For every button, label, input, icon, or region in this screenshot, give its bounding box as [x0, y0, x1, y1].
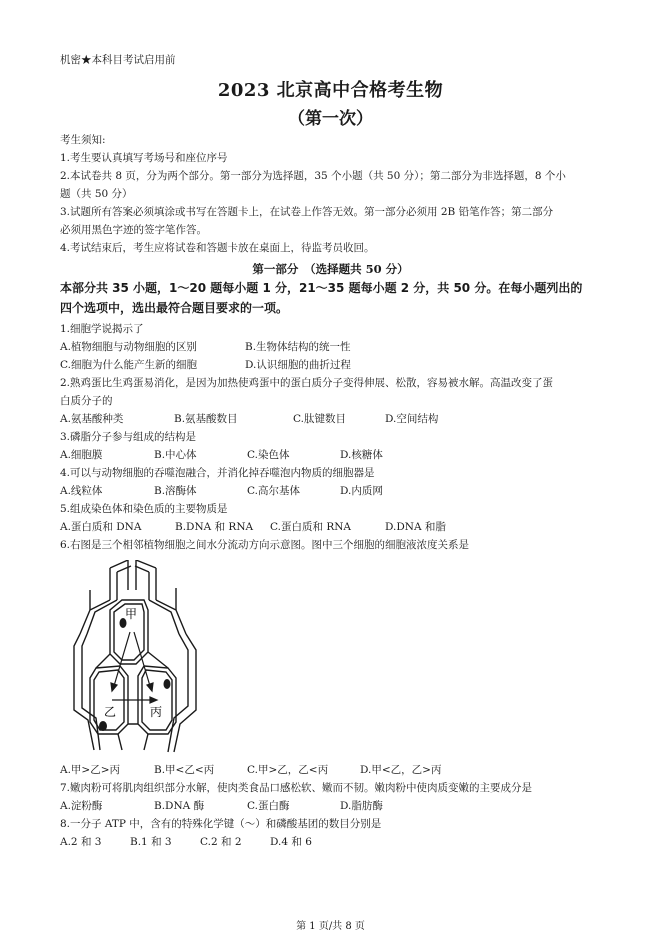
part1-instruction: 本部分共 35 小题，1～20 题每小题 1 分，21～35 题每小题 2 分，共 50 分。在每小题列出的 [60, 281, 583, 295]
option-d: D.内质网 [340, 485, 383, 497]
option-c: C.肽键数目 [293, 413, 346, 425]
option-b: B.溶酶体 [154, 485, 197, 497]
question-6-stem: 6.右图是三个相邻植物细胞之间水分流动方向示意图。图中三个细胞的细胞液浓度关系是 [60, 539, 470, 551]
option-b: B.甲<乙<丙 [154, 764, 215, 776]
notice-item: 必须用黑色字迹的签字笔作答。 [60, 224, 207, 236]
option-b: B.DNA 和 RNA [175, 521, 254, 533]
question-3-stem: 3.磷脂分子参与组成的结构是 [60, 431, 197, 443]
option-c: C.蛋白质和 RNA [270, 521, 352, 533]
option-c: C.蛋白酶 [247, 800, 290, 812]
option-a: A.线粒体 [60, 485, 103, 497]
question-2-stem: 2.熟鸡蛋比生鸡蛋易消化，是因为加热使鸡蛋中的蛋白质分子变得伸展、松散，容易被水解。高温改变了蛋 [60, 377, 554, 389]
notice-item: 3.试题所有答案必须填涂或书写在答题卡上，在试卷上作答无效。第一部分必须用 2B 铅笔作答；第二部分 [60, 206, 554, 218]
option-a: A.蛋白质和 DNA [60, 521, 142, 533]
option-d: D.脂肪酶 [340, 800, 383, 812]
cell-label-yi: 乙 [103, 705, 117, 719]
part1-instruction: 四个选项中，选出最符合题目要求的一项。 [60, 301, 289, 315]
option-a: A.甲>乙>丙 [60, 764, 121, 776]
question-5-stem: 5.组成染色体和染色质的主要物质是 [60, 503, 228, 515]
option-d: D.空间结构 [385, 413, 439, 425]
option-c: C.细胞为什么能产生新的细胞 [60, 359, 197, 371]
question-4-stem: 4.可以与动物细胞的吞噬泡融合，并消化掉吞噬泡内物质的细胞器是 [60, 467, 375, 479]
page-number: 第 1 页/共 8 页 [296, 921, 365, 932]
question-8-stem: 8.一分子 ATP 中，含有的特殊化学键（～）和磷酸基团的数目分别是 [60, 818, 382, 830]
option-c: C.染色体 [247, 449, 290, 461]
option-c: C.2 和 2 [200, 836, 242, 848]
option-c: C.高尔基体 [247, 485, 300, 497]
option-d: D.甲<乙，乙>丙 [360, 764, 442, 776]
option-a: A.氨基酸种类 [60, 413, 124, 425]
notice-heading: 考生须知: [60, 134, 106, 146]
cell-label-bing: 丙 [149, 705, 163, 719]
option-d: D.4 和 6 [270, 836, 312, 848]
question-2-stem-cont: 白质分子的 [60, 395, 113, 407]
option-a: A.细胞膜 [60, 449, 103, 461]
notice-item: 2.本试卷共 8 页，分为两个部分。第一部分为选择题，35 个小题（共 50 分）；第二部分为非选择题，8 个小 [60, 170, 566, 182]
question-7-stem: 7.嫩肉粉可将肌肉组织部分水解，使肉类食品口感松软、嫩而不韧。嫩肉粉中使肉质变嫩的主要成分是 [60, 782, 533, 794]
option-a: A.淀粉酶 [60, 800, 103, 812]
option-b: B.1 和 3 [130, 836, 172, 848]
confidential-label: 机密★本科目考试启用前 [60, 54, 176, 66]
notice-item: 题（共 50 分） [60, 188, 133, 200]
option-b: B.中心体 [154, 449, 197, 461]
option-c: C.甲>乙，乙<丙 [247, 764, 329, 776]
notice-item: 4.考试结束后，考生应将试卷和答题卡放在桌面上，待监考员收回。 [60, 242, 375, 254]
question-1-stem: 1.细胞学说揭示了 [60, 323, 144, 335]
plant-cell-diagram [70, 560, 200, 760]
notice-item: 1.考生要认真填写考场号和座位序号 [60, 152, 228, 164]
exam-title: 2023 北京高中合格考生物 [217, 80, 444, 101]
option-a: A.2 和 3 [60, 836, 102, 848]
option-b: B.氨基酸数目 [174, 413, 238, 425]
option-d: D.核糖体 [340, 449, 383, 461]
part1-heading: 第一部分 （选择题共 50 分） [252, 262, 409, 276]
option-a: A.植物细胞与动物细胞的区别 [60, 341, 197, 353]
option-b: B.DNA 酶 [154, 800, 205, 812]
option-b: B.生物体结构的统一性 [245, 341, 351, 353]
exam-subtitle: （第一次） [288, 109, 373, 129]
option-d: D.认识细胞的曲折过程 [245, 359, 351, 371]
cell-label-jia: 甲 [124, 607, 138, 621]
option-d: D.DNA 和脂 [385, 521, 446, 533]
